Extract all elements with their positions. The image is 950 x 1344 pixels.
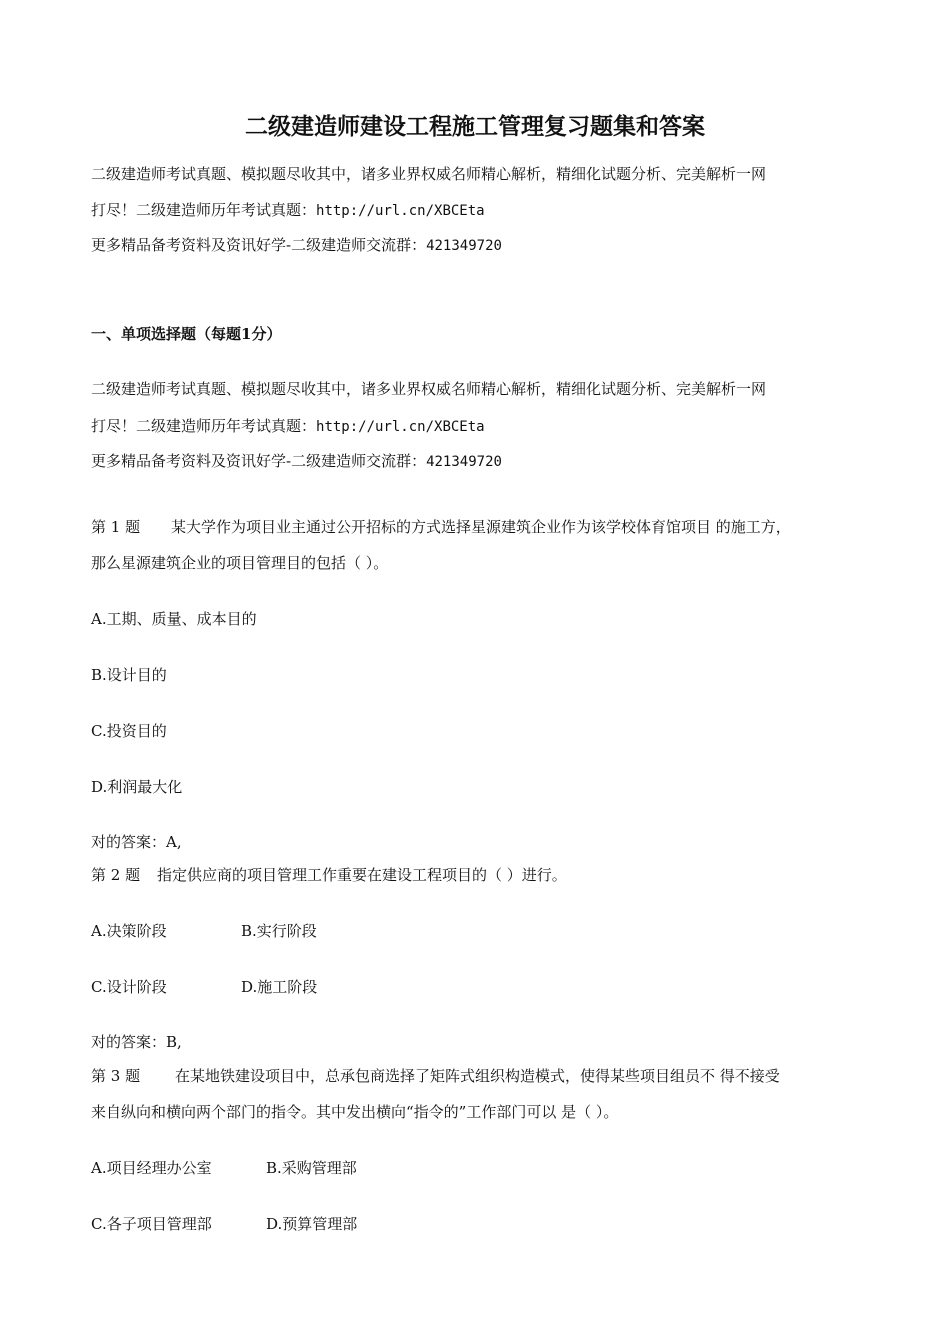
question-2-answer: 对的答案：B,	[91, 1033, 182, 1051]
question-1-option-b: B.设计目的	[91, 666, 167, 684]
question-2-option-c: C.设计阶段	[91, 978, 167, 996]
question-2-option-d: D.施工阶段	[241, 978, 318, 996]
question-1-option-d: D.利润最大化	[91, 778, 183, 796]
question-2-option-a: A.决策阶段	[91, 922, 167, 940]
intro-line-3	[91, 235, 502, 256]
intro-repeat-line-1: 二级建造师考试真题、模拟题尽收其中，诸多业界权威名师精心解析，精细化试题分析、完美解析一网	[91, 380, 767, 398]
question-1-option-c: C.投资目的	[91, 722, 167, 740]
question-2-line-1	[91, 865, 567, 885]
section-heading: 一、单项选择题（每题1分）	[91, 325, 282, 343]
intro-repeat-line-2-text: 打尽！二级建造师历年考试真题：	[91, 417, 317, 435]
question-2-label: 第 2 题	[91, 866, 141, 884]
question-1-option-a: A.工期、质量、成本目的	[91, 610, 257, 628]
intro-line-1: 二级建造师考试真题、模拟题尽收其中，诸多业界权威名师精心解析，精细化试题分析、完美解析一网	[91, 165, 767, 183]
exam-url-link-repeat[interactable]: http://url.cn/XBCEta	[316, 419, 485, 435]
group-number: 421349720	[426, 238, 502, 254]
question-3-text-1: 在某地铁建设项目中，总承包商选择了矩阵式组织构造模式，使得某些项目组员不 得不接受	[175, 1067, 780, 1085]
intro-repeat-line-3-text: 更多精品备考资料及资讯好学-二级建造师交流群：	[91, 452, 427, 470]
question-3-option-c: C.各子项目管理部	[91, 1215, 212, 1233]
question-1-text-1: 某大学作为项目业主通过公开招标的方式选择星源建筑企业作为该学校体育馆项目 的施工方，	[171, 518, 791, 536]
question-2-option-b: B.实行阶段	[241, 922, 317, 940]
question-3-option-d: D.预算管理部	[266, 1215, 358, 1233]
document-title: 二级建造师建设工程施工管理复习题集和答案	[245, 113, 705, 140]
question-2-text-1: 指定供应商的项目管理工作重要在建设工程项目的（ ）进行。	[157, 866, 567, 884]
question-3-label: 第 3 题	[91, 1067, 141, 1085]
question-3-text-2: 来自纵向和横向两个部门的指令。其中发出横向“指令的”工作部门可以 是（ ）。	[91, 1103, 619, 1121]
question-1-answer: 对的答案：A,	[91, 833, 182, 851]
exam-url-link[interactable]: http://url.cn/XBCEta	[316, 203, 485, 219]
intro-repeat-line-3	[91, 451, 502, 472]
question-3-option-a: A.项目经理办公室	[91, 1159, 212, 1177]
question-3-line-1	[91, 1066, 780, 1086]
question-1-label: 第 1 题	[91, 518, 141, 536]
intro-line-2-text: 打尽！二级建造师历年考试真题：	[91, 201, 317, 219]
intro-line-2	[91, 200, 485, 221]
group-number-repeat: 421349720	[426, 454, 502, 470]
question-3-option-b: B.采购管理部	[266, 1159, 357, 1177]
intro-repeat-line-2	[91, 416, 485, 437]
question-1-text-2: 那么星源建筑企业的项目管理目的包括（ ）。	[91, 554, 389, 572]
question-1-line-1	[91, 517, 791, 537]
intro-line-3-text: 更多精品备考资料及资讯好学-二级建造师交流群：	[91, 236, 427, 254]
